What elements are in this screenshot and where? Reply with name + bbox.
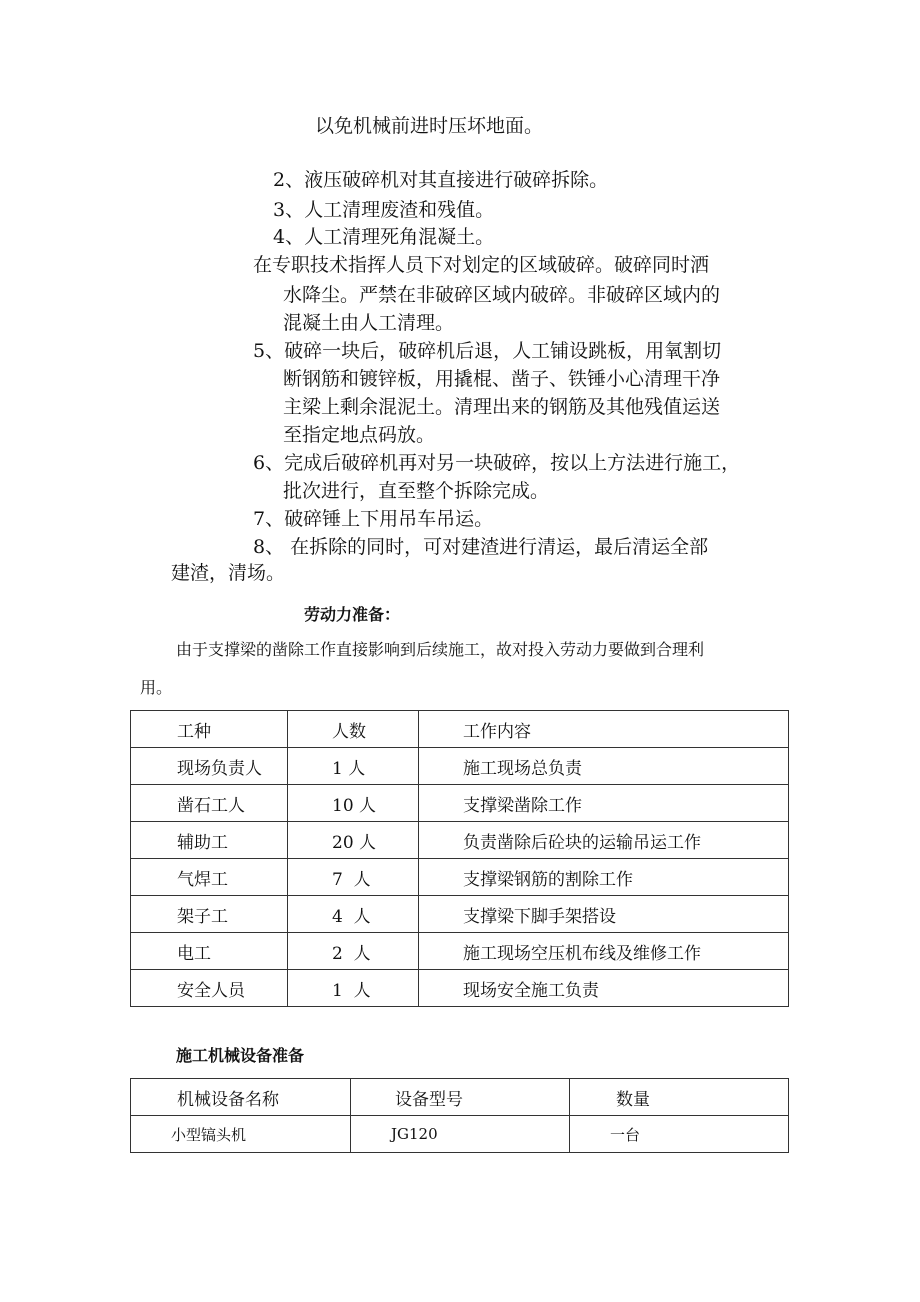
table-header-cell: 设备型号 [351, 1079, 570, 1116]
step-5-cont: 主梁上剩余混泥土。清理出来的钢筋及其他残值运送 [283, 396, 721, 418]
table-cell: 20 人 [288, 822, 419, 859]
paragraph-line: 水降尘。严禁在非破碎区域内破碎。非破碎区域内的 [283, 284, 721, 306]
step-6: 6、完成后破碎机再对另一块破碎，按以上方法进行施工， [253, 452, 741, 474]
table-row [131, 748, 789, 785]
table-cell: 2 人 [288, 933, 419, 970]
labor-heading: 劳动力准备： [304, 605, 401, 624]
table-cell: 负责凿除后砼块的运输吊运工作 [419, 822, 789, 859]
table-header-cell: 机械设备名称 [131, 1079, 351, 1116]
table-cell: 1 人 [288, 748, 419, 785]
labor-table [130, 710, 789, 1007]
step-5: 5、破碎一块后，破碎机后退，人工铺设跳板，用氧割切 [253, 340, 722, 362]
table-row [131, 933, 789, 970]
table-cell: 安全人员 [131, 970, 288, 1007]
table-cell: 支撑梁下脚手架搭设 [419, 896, 789, 933]
table-cell: 小型镐头机 [131, 1116, 351, 1153]
step-5-cont: 至指定地点码放。 [283, 424, 436, 446]
labor-intro-cont: 用。 [140, 678, 173, 697]
table-row [131, 822, 789, 859]
table-cell: 7 人 [288, 859, 419, 896]
table-cell: 气焊工 [131, 859, 288, 896]
table-header-cell: 人数 [288, 711, 419, 748]
table-cell: 1 人 [288, 970, 419, 1007]
table-row [131, 896, 789, 933]
step-8-cont: 建渣，清场。 [171, 562, 286, 584]
table-header-row [131, 1079, 789, 1116]
table-cell: 4 人 [288, 896, 419, 933]
table-cell: JG120 [351, 1116, 570, 1153]
table-row [131, 1116, 789, 1153]
table-cell: 凿石工人 [131, 785, 288, 822]
table-header-cell: 工作内容 [419, 711, 789, 748]
table-header-cell: 工种 [131, 711, 288, 748]
step-2: 2、液压破碎机对其直接进行破碎拆除。 [273, 169, 609, 191]
table-row [131, 859, 789, 896]
table-row [131, 785, 789, 822]
text-line: 以免机械前进时压坏地面。 [315, 115, 544, 137]
step-6-cont: 批次进行，直至整个拆除完成。 [283, 480, 550, 502]
step-8: 8、 在拆除的同时，可对建渣进行清运，最后清运全部 [253, 536, 709, 558]
labor-intro: 由于支撑梁的凿除工作直接影响到后续施工，故对投入劳动力要做到合理利 [176, 640, 705, 659]
paragraph-line: 在专职技术指挥人员下对划定的区域破碎。破碎同时洒 [253, 254, 710, 276]
equipment-heading: 施工机械设备准备 [176, 1046, 305, 1065]
table-header-cell: 数量 [570, 1079, 789, 1116]
step-3: 3、人工清理废渣和残值。 [273, 199, 495, 221]
table-cell: 支撑梁钢筋的割除工作 [419, 859, 789, 896]
step-4: 4、人工清理死角混凝土。 [273, 226, 495, 248]
step-5-cont: 断钢筋和镀锌板，用撬棍、凿子、铁锤小心清理干净 [283, 368, 721, 390]
table-cell: 支撑梁凿除工作 [419, 785, 789, 822]
table-cell: 施工现场空压机布线及维修工作 [419, 933, 789, 970]
table-cell: 现场安全施工负责 [419, 970, 789, 1007]
table-cell: 架子工 [131, 896, 288, 933]
table-cell: 施工现场总负责 [419, 748, 789, 785]
table-cell: 辅助工 [131, 822, 288, 859]
step-7: 7、破碎锤上下用吊车吊运。 [253, 508, 494, 530]
table-cell: 现场负责人 [131, 748, 288, 785]
table-cell: 一台 [570, 1116, 789, 1153]
table-row [131, 970, 789, 1007]
table-cell: 10 人 [288, 785, 419, 822]
equipment-table [130, 1078, 789, 1153]
paragraph-line: 混凝土由人工清理。 [283, 312, 455, 334]
table-header-row [131, 711, 789, 748]
table-cell: 电工 [131, 933, 288, 970]
